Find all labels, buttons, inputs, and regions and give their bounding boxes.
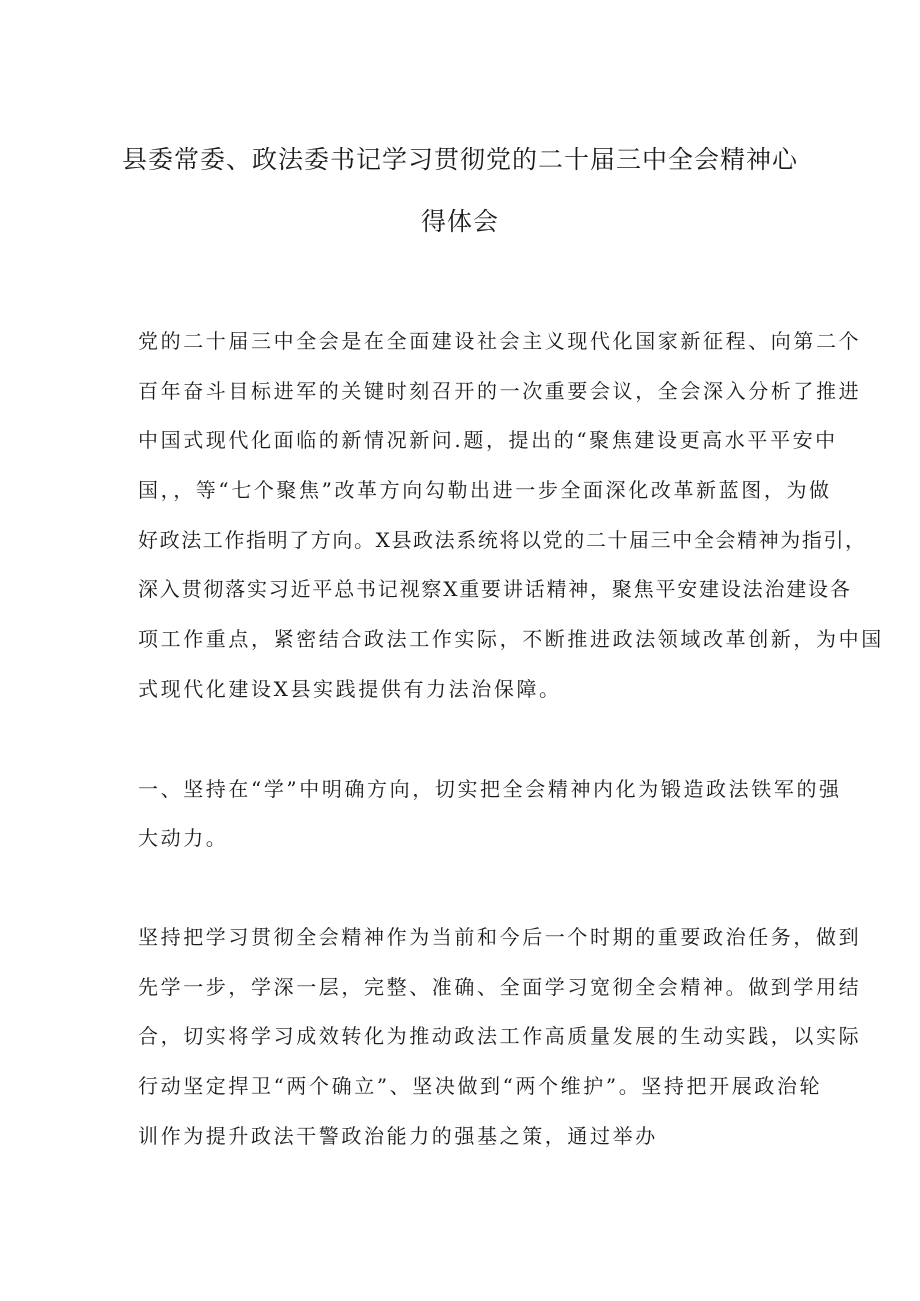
intro-paragraph-line: 百年奋斗目标进军的关键时刻召开的一次重要会议，全会深入分析了推进 bbox=[138, 379, 862, 403]
intro-paragraph-line: 深入贯彻落实习近平总书记视察X重要讲话精神，聚焦平安建设法治建设各 bbox=[138, 577, 852, 601]
intro-paragraph-line: 国，，等“七个聚焦”改革方向勾勒出进一步全面深化改革新蓝图，为做 bbox=[138, 478, 832, 502]
intro-paragraph-line: 中国式现代化面临的新情况新问.题，提出的“聚焦建设更高水平平安中 bbox=[138, 428, 838, 452]
intro-paragraph-line: 式现代化建设X县实践提供有力法治保障。 bbox=[138, 677, 562, 701]
intro-paragraph-line: 项工作重点，紧密结合政法工作实际，不断推进政法领域改革创新，为中国 bbox=[138, 627, 884, 651]
section-body-line: 训作为提升政法干警政治能力的强基之策，通过举办 bbox=[138, 1124, 658, 1148]
document-title-line-2: 得体会 bbox=[420, 207, 499, 236]
document-title-line-1: 县委常委、政法委书记学习贯彻党的二十届三中全会精神心 bbox=[121, 145, 798, 174]
section-heading-line: 大动力。 bbox=[138, 826, 229, 850]
section-body-line: 坚持把学习贯彻全会精神作为当前和今后一个时期的重要政治任务，做到 bbox=[138, 925, 862, 949]
section-heading-line: 一、坚持在“学”中明确方向，切实把全会精神内化为锻造政法铁军的强 bbox=[138, 777, 842, 801]
section-body-line: 先学一步，学深一层，完整、准确、全面学习宽彻全会精神。做到学用结 bbox=[138, 975, 862, 999]
intro-paragraph-line: 好政法工作指明了方向。X县政法系统将以党的二十届三中全会精神为指引， bbox=[138, 528, 867, 552]
section-body-line: 合，切实将学习成效转化为推动政法工作高质量发展的生动实践，以实际 bbox=[138, 1024, 862, 1048]
section-body-line: 行动坚定捍卫“两个确立”、坚决做到“两个维护”。坚持把开展政治轮 bbox=[138, 1074, 823, 1098]
intro-paragraph-line: 党的二十届三中全会是在全面建设社会主义现代化国家新征程、向第二个 bbox=[138, 329, 862, 353]
